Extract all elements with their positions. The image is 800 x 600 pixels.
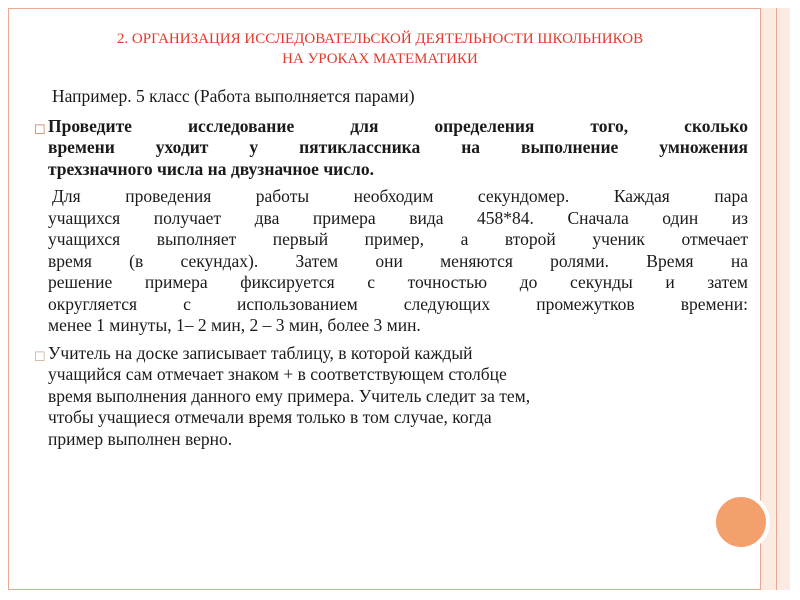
decorative-side-band — [760, 8, 790, 590]
title-line-2: НА УРОКАХ МАТЕМАТИКИ — [282, 51, 478, 67]
teacher-line: пример выполнен верно. — [48, 428, 233, 449]
procedure-line: Для проведения работы необходим секундомер. Каждая пара — [52, 186, 748, 206]
task-line: времени уходит у пятиклассника на выполнение умножения — [48, 137, 748, 157]
teacher-line: учащийся сам отмечает знаком + в соответствующем столбце — [48, 364, 507, 384]
task-line: трехзначного числа на двузначное число. — [48, 158, 374, 179]
teacher-line: время выполнения данного ему примера. Учитель следит за тем, — [48, 385, 531, 406]
procedure-line: время (в секундах). Затем они меняются ролями. Время на — [48, 250, 748, 271]
teacher-line: Учитель на доске записывает таблицу, в которой каждый — [48, 342, 473, 363]
procedure-line: решение примера фиксируется с точностью до секунды и затем — [48, 272, 748, 292]
procedure-paragraph — [48, 186, 748, 337]
task-line: Проведите исследование для определения того, сколько — [48, 115, 748, 136]
procedure-line: менее 1 минуты, 1– 2 мин, 2 – 3 мин, более 3 мин. — [48, 315, 421, 335]
decorative-side-line — [776, 8, 777, 590]
procedure-line: учащихся выполняет первый пример, а второй ученик отмечает — [48, 229, 748, 249]
bullet-glyph-icon: ☐ — [34, 121, 46, 137]
teacher-line: чтобы учащиеся отмечали время только в том случае, когда — [48, 407, 492, 427]
decorative-circle — [712, 493, 770, 551]
teacher-paragraph — [34, 342, 748, 451]
task-paragraph — [34, 115, 748, 181]
procedure-line: округляется с использованием следующих промежутков времени: — [48, 293, 748, 314]
procedure-line: учащихся получает два примера вида 458*84. Сначала один из — [48, 207, 748, 228]
intro-text: Например. 5 класс (Работа выполняется парами) — [52, 86, 415, 106]
bullet-glyph-icon: ☐ — [34, 348, 46, 364]
slide-title — [40, 29, 720, 69]
title-line-1: 2. ОРГАНИЗАЦИЯ ИССЛЕДОВАТЕЛЬСКОЙ ДЕЯТЕЛЬНОСТИ ШКОЛЬНИКОВ — [116, 31, 644, 47]
slide-content — [34, 86, 748, 450]
